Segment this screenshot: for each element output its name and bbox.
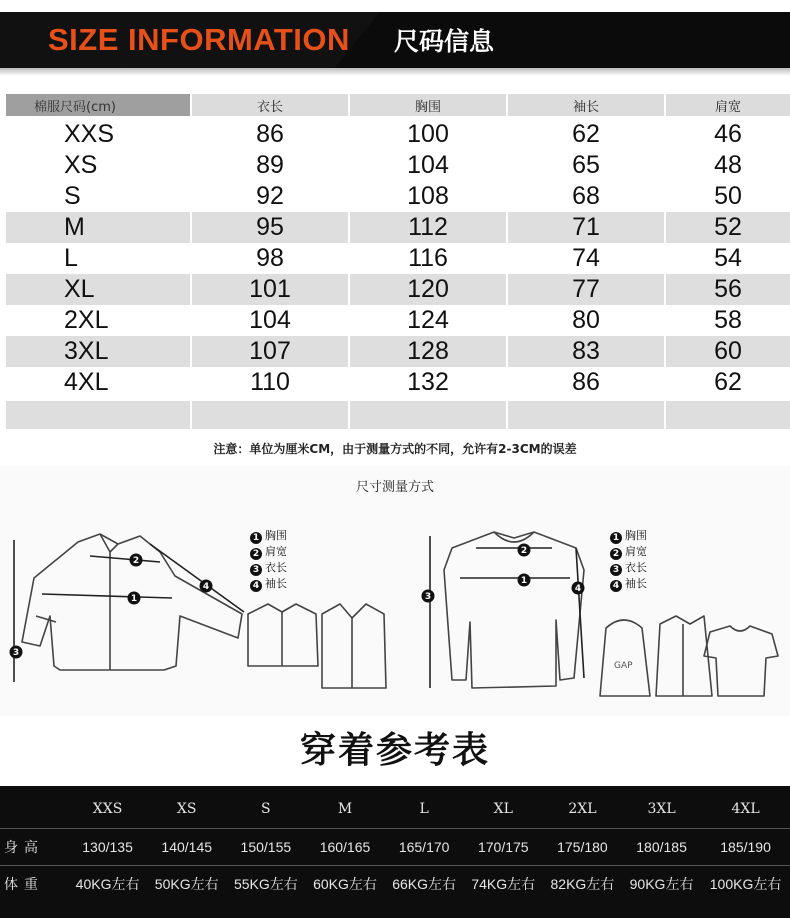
- length-cell: 107: [191, 336, 349, 367]
- height-label: 身高: [0, 829, 68, 866]
- chest-cell: 132: [349, 367, 507, 398]
- legend-left: [250, 528, 287, 592]
- height-cell: 130/135: [68, 829, 147, 866]
- sleeve-cell: 68: [507, 181, 665, 212]
- marker-4-right: [572, 582, 585, 595]
- svg-text:2: 2: [132, 556, 140, 566]
- svg-text:4: 4: [574, 584, 582, 594]
- measurement-title: 尺寸测量方式: [355, 480, 434, 495]
- weight-cell: 100KG左右: [701, 866, 790, 903]
- empty-row: [5, 401, 790, 429]
- size-cell: 4XL: [5, 367, 191, 398]
- height-cell: 175/180: [543, 829, 622, 866]
- size-cell: 2XL: [5, 305, 191, 336]
- svg-text:4: 4: [202, 582, 210, 592]
- legend-item: 1 胸围: [610, 528, 647, 544]
- length-cell: 104: [191, 305, 349, 336]
- header-cell-size: 棉服尺码(cm): [5, 94, 191, 116]
- svg-text:2: 2: [520, 546, 528, 556]
- ref-size-cell: M: [337, 801, 353, 817]
- table-row: [5, 243, 790, 274]
- table-row: [5, 274, 790, 305]
- svg-text:3: 3: [12, 648, 20, 658]
- reference-title: 穿着参考表: [299, 730, 490, 771]
- sleeve-cell: 74: [507, 243, 665, 274]
- marker-2-right: [518, 544, 531, 557]
- height-cell: 170/175: [464, 829, 543, 866]
- measurement-note: 注意：单位为厘米CM，由于测量方式的不同，允许有2-3CM的误差: [213, 442, 577, 456]
- table-row: [5, 181, 790, 212]
- tshirt-illustration: [704, 626, 778, 696]
- table-row: [5, 305, 790, 336]
- length-cell: 98: [191, 243, 349, 274]
- reference-header-row: [0, 790, 790, 829]
- shoulder-cell: 62: [665, 367, 790, 398]
- weight-cell: 74KG左右: [464, 866, 543, 903]
- size-cell: M: [5, 212, 191, 243]
- weight-cell: 82KG左右: [543, 866, 622, 903]
- shoulder-cell: 56: [665, 274, 790, 305]
- size-cell: S: [5, 181, 191, 212]
- sleeve-cell: 80: [507, 305, 665, 336]
- marker-3-right: [422, 590, 435, 603]
- svg-text:3: 3: [424, 592, 432, 602]
- chest-cell: 108: [349, 181, 507, 212]
- height-cell: 165/170: [385, 829, 464, 866]
- height-cell: 160/165: [305, 829, 384, 866]
- marker-2-left: [130, 554, 143, 567]
- weight-cell: 66KG左右: [385, 866, 464, 903]
- table-row: [5, 119, 790, 150]
- shoulder-cell: 60: [665, 336, 790, 367]
- header-subtitle: 尺码信息: [394, 27, 495, 56]
- blazer-illustration: [322, 604, 386, 688]
- weight-cell: 90KG左右: [622, 866, 701, 903]
- length-cell: 95: [191, 212, 349, 243]
- legend-item: 1 胸围: [250, 528, 287, 544]
- legend-item: 2 肩宽: [250, 544, 287, 560]
- weight-row: [0, 866, 790, 903]
- header-cell-chest: 胸围: [349, 94, 507, 116]
- height-cell: 140/145: [147, 829, 226, 866]
- marker-1-left: [128, 592, 141, 605]
- height-cell: 180/185: [622, 829, 701, 866]
- sleeve-cell: 65: [507, 150, 665, 181]
- denim-jacket-illustration: [248, 604, 318, 666]
- sleeve-cell: 77: [507, 274, 665, 305]
- legend-item: 4 袖长: [250, 576, 287, 592]
- hoodie-illustration: [600, 620, 650, 696]
- marker-3-left: [10, 646, 23, 659]
- table-row: [5, 336, 790, 367]
- sleeve-cell: 83: [507, 336, 665, 367]
- table-row: [5, 150, 790, 181]
- length-cell: 86: [191, 119, 349, 150]
- shoulder-cell: 58: [665, 305, 790, 336]
- sweater-illustration: [444, 532, 584, 688]
- length-cell: 110: [191, 367, 349, 398]
- ref-size-cell: XXS: [92, 801, 123, 817]
- shoulder-cell: 48: [665, 150, 790, 181]
- chest-cell: 124: [349, 305, 507, 336]
- height-cell: 185/190: [701, 829, 790, 866]
- shoulder-cell: 50: [665, 181, 790, 212]
- size-cell: XXS: [5, 119, 191, 150]
- height-row: [0, 829, 790, 866]
- sleeve-cell: 62: [507, 119, 665, 150]
- length-cell: 89: [191, 150, 349, 181]
- shoulder-cell: 52: [665, 212, 790, 243]
- chest-cell: 128: [349, 336, 507, 367]
- sleeve-cell: 71: [507, 212, 665, 243]
- chest-cell: 120: [349, 274, 507, 305]
- header-shadow: [0, 68, 790, 76]
- chest-cell: 100: [349, 119, 507, 150]
- chest-cell: 104: [349, 150, 507, 181]
- svg-text:1: 1: [520, 576, 528, 586]
- ref-size-cell: S: [261, 801, 271, 817]
- weight-label: 体重: [0, 866, 68, 903]
- chest-cell: 116: [349, 243, 507, 274]
- chest-cell: 112: [349, 212, 507, 243]
- size-cell: XL: [5, 274, 191, 305]
- measurement-diagrams: [0, 466, 790, 716]
- legend-item: 4 袖长: [610, 576, 647, 592]
- sleeve-cell: 86: [507, 367, 665, 398]
- header: [0, 0, 790, 86]
- size-cell: 3XL: [5, 336, 191, 367]
- reference-table: [0, 790, 790, 902]
- marker-4-left: [200, 580, 213, 593]
- ref-size-cell: 3XL: [647, 801, 676, 817]
- header-title: SIZE INFORMATION: [48, 22, 350, 57]
- legend-item: 3 衣长: [250, 560, 287, 576]
- header-cell-shoulder: 肩宽: [665, 94, 790, 116]
- size-table-header: [5, 94, 790, 116]
- header-cell-sleeve: 袖长: [507, 94, 665, 116]
- weight-cell: 55KG左右: [226, 866, 305, 903]
- size-cell: L: [5, 243, 191, 274]
- svg-text:1: 1: [130, 594, 138, 604]
- ref-size-cell: 4XL: [731, 801, 760, 817]
- marker-1-right: [518, 574, 531, 587]
- size-cell: XS: [5, 150, 191, 181]
- hoodie-print-text: GAP: [614, 661, 633, 671]
- ref-size-cell: 2XL: [568, 801, 597, 817]
- legend-item: 3 衣长: [610, 560, 647, 576]
- length-cell: 92: [191, 181, 349, 212]
- shoulder-cell: 46: [665, 119, 790, 150]
- ref-size-cell: XL: [493, 801, 513, 817]
- table-row: [5, 212, 790, 243]
- legend-right: [610, 528, 647, 592]
- size-table: [4, 94, 790, 429]
- weight-cell: 50KG左右: [147, 866, 226, 903]
- shoulder-cell: 54: [665, 243, 790, 274]
- weight-cell: 60KG左右: [305, 866, 384, 903]
- length-cell: 101: [191, 274, 349, 305]
- ref-size-cell: XS: [176, 801, 197, 817]
- legend-item: 2 肩宽: [610, 544, 647, 560]
- ref-size-cell: L: [419, 801, 429, 817]
- header-cell-length: 衣长: [191, 94, 349, 116]
- height-cell: 150/155: [226, 829, 305, 866]
- table-row: [5, 367, 790, 398]
- weight-cell: 40KG左右: [68, 866, 147, 903]
